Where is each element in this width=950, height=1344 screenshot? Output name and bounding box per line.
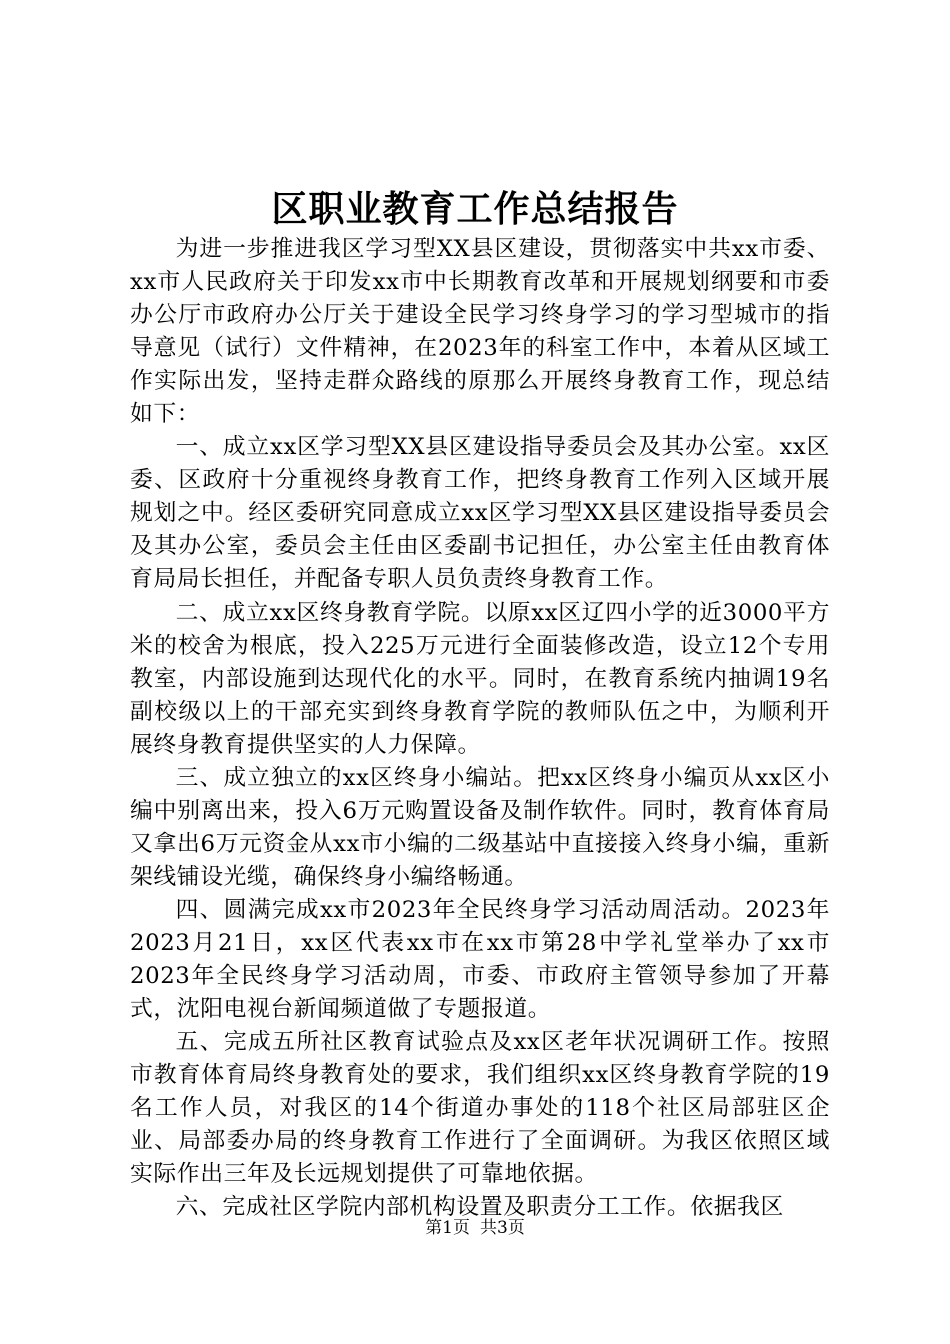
paragraph-section-5: 五、完成五所社区教育试验点及xx区老年状况调研工作。按照市教育体育局终身教育处的要求，我们组织xx区终身教育学院的19名工作人员，对我区的14个街道办事处的118个社区局部驻区企业、局部委办局的终身教育工作进行了全面调研。为我区依照区域实际作出三年及长远规划提供了可靠地依据。 [130, 1029, 830, 1188]
paragraph-section-4: 四、圆满完成xx市2023年全民终身学习活动周活动。2023年2023月21日，xx区代表xx市在xx市第28中学礼堂举办了xx市2023年全民终身学习活动周，市委、市政府主管领导参加了开幕式，沈阳电视台新闻频道做了专题报道。 [130, 896, 830, 1023]
page-footer [0, 1217, 950, 1239]
paragraph-section-1: 一、成立xx区学习型XX县区建设指导委员会及其办公室。xx区委、区政府十分重视终身教育工作，把终身教育工作列入区域开展规划之中。经区委研究同意成立xx区学习型XX县区建设指导委员会及其办公室，委员会主任由区委副书记担任，办公室主任由教育体育局局长担任，并配备专职人员负责终身教育工作。 [130, 434, 830, 593]
document-title: 区职业教育工作总结报告 [271, 188, 679, 230]
paragraph-intro: 为进一步推进我区学习型XX县区建设，贯彻落实中共xx市委、xx市人民政府关于印发xx市中长期教育改革和开展规划纲要和市委办公厅市政府办公厅关于建设全民学习终身学习的学习型城市的指导意见（试行）文件精神，在2023年的科室工作中，本着从区域工作实际出发，坚持走群众路线的原那么开展终身教育工作，现总结如下： [130, 236, 830, 428]
page-number-total: 共3页 [480, 1218, 525, 1238]
paragraph-section-3: 三、成立独立的xx区终身小编站。把xx区终身小编页从xx区小编中别离出来，投入6万元购置设备及制作软件。同时，教育体育局又拿出6万元资金从xx市小编的二级基站中直接接入终身小编，重新架线铺设光缆，确保终身小编络畅通。 [130, 764, 830, 890]
document-body [130, 233, 830, 1224]
paragraph-section-2: 二、成立xx区终身教育学院。以原xx区辽四小学的近3000平方米的校舍为根底，投入225万元进行全面装修改造，设立12个专用教室，内部设施到达现代化的水平。同时，在教育系统内抽调19名副校级以上的干部充实到终身教育学院的教师队伍之中，为顺利开展终身教育提供坚实的人力保障。 [130, 599, 830, 758]
page-number-current: 第1页 [425, 1218, 470, 1238]
paragraph-section-6: 六、完成社区学院内部机构设置及职责分工工作。依据我区 [175, 1194, 784, 1221]
